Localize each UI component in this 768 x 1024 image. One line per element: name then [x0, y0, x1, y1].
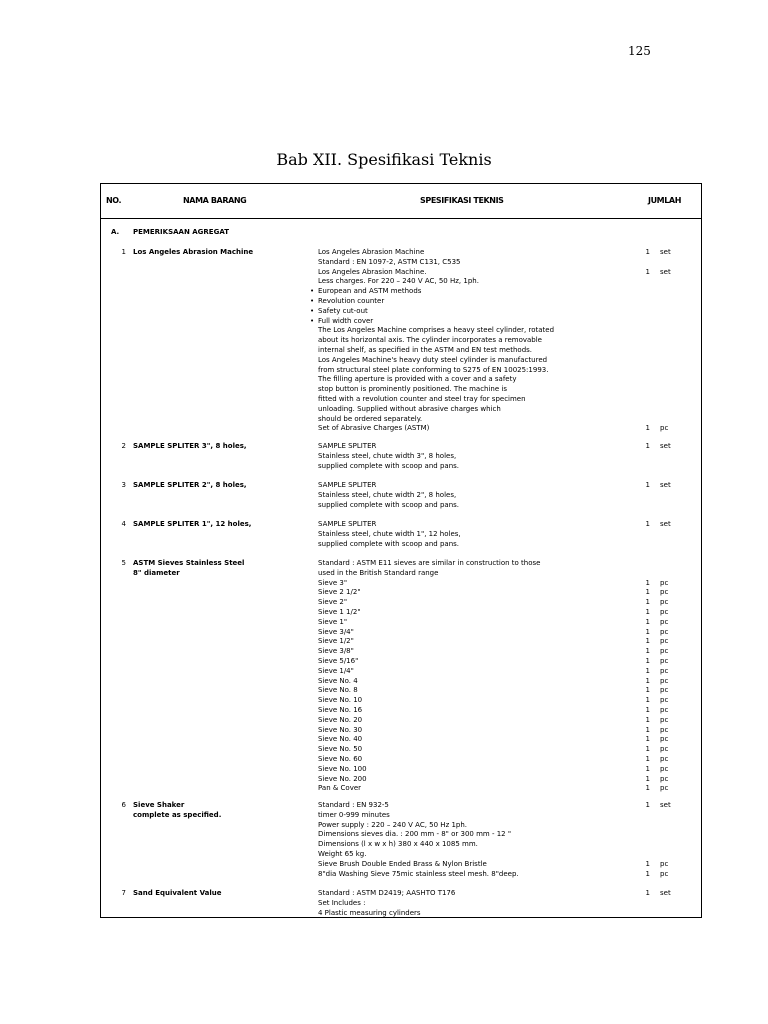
spec-text: Standard : ASTM E11 sieves are similar in construction to those: [318, 559, 541, 567]
spec-text: Sieve Brush Double Ended Brass & Nylon Bristle: [318, 859, 487, 868]
spec-text: Sieve No. 4: [318, 676, 358, 685]
spec-text: should be ordered separately.: [318, 414, 423, 423]
item-number: 5: [121, 559, 126, 567]
spec-line: [318, 442, 568, 452]
spec-line: [318, 647, 568, 657]
item-name: [133, 801, 303, 821]
item-spec: [318, 520, 568, 549]
quantity: 1: [645, 598, 650, 607]
quantity: 1: [645, 725, 650, 734]
spec-text: supplied complete with scoop and pans.: [318, 500, 459, 509]
quantity: 1: [645, 627, 650, 636]
spec-line: [318, 677, 568, 687]
header-divider: [100, 218, 702, 219]
item-spec: [318, 559, 568, 794]
spec-line: [318, 559, 568, 569]
spec-text: Revolution counter: [318, 296, 385, 305]
spec-text: Sieve No. 20: [318, 715, 363, 724]
item-spec: [310, 248, 568, 434]
item-name-line: complete as specified.: [133, 810, 222, 819]
spec-line: [318, 491, 568, 501]
spec-line: [318, 909, 568, 919]
quantity: 1: [645, 248, 650, 256]
spec-line: [318, 870, 568, 880]
spec-text: internal shelf, as specified in the ASTM and EN test methods.: [318, 345, 533, 354]
spec-line: [318, 618, 568, 628]
unit: pc: [660, 755, 669, 763]
spec-line: [318, 268, 568, 278]
spec-text: Sieve 2": [318, 598, 348, 607]
quantity: 1: [645, 267, 650, 276]
spec-text: supplied complete with scoop and pans.: [318, 461, 459, 470]
unit: pc: [660, 578, 669, 587]
spec-line: [318, 830, 568, 840]
bullet-icon: •: [310, 296, 315, 305]
spec-line: [318, 628, 568, 638]
spec-line: [318, 696, 568, 706]
spec-text: The filling aperture is provided with a cover and a safety: [318, 375, 517, 384]
spec-text: Los Angeles Abrasion Machine.: [318, 267, 427, 276]
spec-line: [318, 346, 568, 356]
spec-text: Sieve No. 60: [318, 754, 363, 763]
spec-text: Sieve 3/4": [318, 627, 354, 636]
spec-line: [318, 501, 568, 511]
spec-line: [318, 424, 568, 434]
page-number: 125: [628, 44, 651, 58]
spec-text: Less charges. For 220 – 240 V AC, 50 Hz, 1ph.: [318, 277, 479, 286]
quantity: 1: [645, 686, 650, 695]
unit: set: [660, 889, 671, 897]
spec-line: [318, 608, 568, 618]
spec-line: [310, 316, 568, 327]
unit: set: [660, 442, 671, 450]
spec-line: [318, 667, 568, 677]
spec-text: unloading. Supplied without abrasive charges which: [318, 404, 501, 413]
spec-text: Sieve No. 16: [318, 705, 363, 714]
spec-line: [318, 579, 568, 589]
spec-line: [318, 775, 568, 785]
spec-line: [310, 296, 568, 307]
spec-text: Sieve 1": [318, 617, 348, 626]
spec-line: [318, 540, 568, 550]
spec-text: Sieve 1/2": [318, 637, 354, 646]
spec-text: Sieve No. 8: [318, 686, 358, 695]
quantity: 1: [645, 520, 650, 528]
spec-text: Sieve No. 50: [318, 745, 363, 754]
section-letter: A.: [111, 228, 120, 236]
quantity: 1: [645, 657, 650, 665]
item-name-line: ASTM Sieves Stainless Steel: [133, 559, 245, 567]
spec-text: Power supply : 220 – 240 V AC, 50 Hz 1ph.: [318, 820, 468, 829]
spec-text: 4 Plastic measuring cylinders: [318, 908, 421, 917]
bullet-icon: •: [310, 287, 315, 296]
item-name: [133, 559, 303, 579]
spec-line: [318, 336, 568, 346]
header-no: NO.: [106, 196, 122, 205]
item-number: 7: [121, 889, 126, 897]
quantity: 1: [645, 424, 650, 433]
bullet-icon: •: [310, 316, 315, 325]
spec-text: Los Angeles Machine's heavy duty steel cylinder is manufactured: [318, 355, 548, 364]
spec-line: [318, 375, 568, 385]
spec-line: [318, 405, 568, 415]
spec-text: from structural steel plate conforming to S275 of EN 10025:1993.: [318, 365, 549, 374]
spec-line: [318, 801, 568, 811]
spec-line: [318, 258, 568, 268]
item-number: 4: [121, 520, 126, 528]
bullet-icon: •: [310, 306, 315, 315]
spec-text: Stainless steel, chute width 1", 12 holes,: [318, 529, 461, 538]
item-name: [133, 481, 303, 491]
spec-text: Sieve 5/16": [318, 656, 359, 665]
spec-text: Standard : ASTM D2419; AASHTO T176: [318, 889, 456, 897]
unit: set: [660, 248, 671, 256]
spec-text: Los Angeles Abrasion Machine: [318, 248, 425, 256]
item-spec: [318, 481, 568, 510]
quantity: 1: [645, 647, 650, 656]
quantity: 1: [645, 715, 650, 724]
spec-line: [318, 899, 568, 909]
item-number: 3: [121, 481, 126, 489]
unit: pc: [660, 784, 669, 793]
spec-text: Sieve 1 1/2": [318, 607, 361, 616]
header-spesifikasi: SPESIFIKASI TEKNIS: [420, 196, 504, 205]
spec-text: European and ASTM methods: [318, 287, 422, 296]
unit: pc: [660, 608, 669, 616]
spec-text: Set Includes :: [318, 898, 366, 907]
unit: pc: [660, 676, 669, 685]
quantity: 1: [645, 755, 650, 763]
spec-line: [318, 784, 568, 794]
spec-text: SAMPLE SPLITER: [318, 520, 377, 528]
spec-line: [318, 395, 568, 405]
quantity: 1: [645, 637, 650, 646]
quantity: 1: [645, 889, 650, 897]
item-spec: [318, 442, 568, 471]
section-title: PEMERIKSAAN AGREGAT: [133, 228, 229, 236]
spec-line: [318, 821, 568, 831]
unit: pc: [660, 627, 669, 636]
unit: pc: [660, 696, 669, 705]
spec-text: Sieve No. 10: [318, 696, 363, 705]
unit: set: [660, 520, 671, 528]
quantity: 1: [645, 578, 650, 587]
item-name-line: SAMPLE SPLITER 1", 12 holes,: [133, 520, 252, 528]
quantity: 1: [645, 735, 650, 744]
item-number: 1: [121, 248, 126, 256]
quantity: 1: [645, 745, 650, 754]
spec-line: [318, 326, 568, 336]
unit: pc: [660, 588, 669, 597]
item-name: [133, 442, 303, 452]
spec-line: [318, 520, 568, 530]
spec-line: [318, 481, 568, 491]
spec-text: timer 0-999 minutes: [318, 810, 390, 819]
spec-line: [318, 356, 568, 366]
unit: pc: [660, 859, 669, 868]
spec-line: [318, 840, 568, 850]
quantity: 1: [645, 764, 650, 773]
unit: pc: [660, 706, 669, 714]
unit: pc: [660, 598, 669, 607]
spec-line: [318, 686, 568, 696]
unit: pc: [660, 745, 669, 754]
unit: pc: [660, 637, 669, 646]
spec-text: Stainless steel, chute width 3", 8 holes,: [318, 451, 457, 460]
item-name-line: SAMPLE SPLITER 2", 8 holes,: [133, 481, 247, 489]
quantity: 1: [645, 801, 650, 809]
item-name: [133, 889, 303, 899]
spec-line: [318, 415, 568, 425]
quantity: 1: [645, 588, 650, 597]
unit: pc: [660, 869, 669, 878]
spec-text: Dimensions (l x w x h) 380 x 440 x 1085 mm.: [318, 840, 478, 849]
spec-text: Set of Abrasive Charges (ASTM): [318, 424, 430, 433]
spec-text: Sieve 3/8": [318, 647, 354, 656]
spec-text: Sieve No. 200: [318, 774, 367, 783]
quantity: 1: [645, 617, 650, 626]
quantity: 1: [645, 442, 650, 450]
spec-line: [310, 306, 568, 317]
spec-text: SAMPLE SPLITER: [318, 442, 377, 450]
spec-line: [318, 462, 568, 472]
spec-text: Pan & Cover: [318, 784, 362, 793]
spec-text: Safety cut-out: [318, 306, 368, 315]
quantity: 1: [645, 696, 650, 705]
unit: pc: [660, 666, 669, 675]
spec-text: The Los Angeles Machine comprises a heavy steel cylinder, rotated: [318, 326, 555, 335]
spec-line: [318, 569, 568, 579]
quantity: 1: [645, 676, 650, 685]
spec-line: [318, 716, 568, 726]
quantity: 1: [645, 859, 650, 868]
spec-line: [318, 765, 568, 775]
quantity: 1: [645, 869, 650, 878]
spec-line: [318, 657, 568, 667]
spec-line: [318, 588, 568, 598]
spec-text: Sieve 2 1/2": [318, 588, 361, 597]
item-spec: [318, 889, 568, 918]
item-name-line: Sand Equivalent Value: [133, 889, 222, 897]
unit: pc: [660, 764, 669, 773]
unit: pc: [660, 424, 669, 433]
unit: set: [660, 267, 671, 276]
item-number: 6: [121, 801, 126, 809]
unit: pc: [660, 715, 669, 724]
unit: pc: [660, 686, 669, 695]
quantity: 1: [645, 666, 650, 675]
spec-text: stop button is prominently positioned. The machine is: [318, 385, 507, 394]
quantity: 1: [645, 608, 650, 616]
spec-text: supplied complete with scoop and pans.: [318, 539, 459, 548]
spec-text: Sieve 3": [318, 578, 348, 587]
header-jumlah: JUMLAH: [648, 196, 682, 205]
spec-text: Full width cover: [318, 316, 374, 325]
unit: pc: [660, 725, 669, 734]
unit: pc: [660, 774, 669, 783]
spec-line: [318, 726, 568, 736]
page-title: Bab XII. Spesifikasi Teknis: [276, 150, 492, 169]
spec-line: [318, 277, 568, 287]
spec-line: [318, 248, 568, 258]
spec-text: Sieve No. 30: [318, 725, 363, 734]
spec-line: [318, 530, 568, 540]
spec-line: [318, 637, 568, 647]
spec-line: [318, 735, 568, 745]
quantity: 1: [645, 784, 650, 793]
spec-text: used in the British Standard range: [318, 568, 439, 577]
spec-text: Standard : EN 1097-2, ASTM C131, C535: [318, 257, 461, 266]
item-name: [133, 248, 303, 258]
quantity: 1: [645, 481, 650, 489]
item-name-line: Los Angeles Abrasion Machine: [133, 248, 254, 256]
spec-line: [318, 745, 568, 755]
spec-text: Dimensions sieves dia. : 200 mm - 8" or 300 mm - 12 ": [318, 830, 512, 839]
quantity: 1: [645, 774, 650, 783]
spec-text: Standard : EN 932-5: [318, 801, 389, 809]
unit: pc: [660, 657, 669, 665]
spec-line: [318, 366, 568, 376]
spec-text: Sieve 1/4": [318, 666, 354, 675]
spec-text: SAMPLE SPLITER: [318, 481, 377, 489]
item-spec: [318, 801, 568, 879]
spec-line: [318, 850, 568, 860]
spec-text: fitted with a revolution counter and steel tray for specimen: [318, 394, 526, 403]
spec-text: Weight 65 kg.: [318, 849, 367, 858]
spec-line: [318, 860, 568, 870]
unit: set: [660, 801, 671, 809]
item-number: 2: [121, 442, 126, 450]
unit: pc: [660, 617, 669, 626]
spec-text: Stainless steel, chute width 2", 8 holes,: [318, 490, 457, 499]
spec-line: [318, 452, 568, 462]
spec-line: [318, 706, 568, 716]
spec-text: Sieve No. 40: [318, 735, 363, 744]
spec-line: [318, 385, 568, 395]
spec-line: [318, 889, 568, 899]
item-name: [133, 520, 303, 530]
unit: pc: [660, 735, 669, 744]
spec-text: 8"dia Washing Sieve 75mic stainless steel mesh. 8"deep.: [318, 869, 519, 878]
spec-line: [318, 598, 568, 608]
item-name-line: SAMPLE SPLITER 3", 8 holes,: [133, 442, 247, 450]
item-name-line: Sieve Shaker: [133, 801, 185, 809]
spec-text: Sieve No. 100: [318, 764, 367, 773]
spec-line: [310, 287, 568, 297]
spec-text: about its horizontal axis. The cylinder incorporates a removable: [318, 336, 542, 345]
spec-line: [318, 755, 568, 765]
item-name-line: 8" diameter: [133, 568, 180, 577]
unit: set: [660, 481, 671, 489]
unit: pc: [660, 647, 669, 656]
quantity: 1: [645, 706, 650, 714]
header-nama-barang: NAMA BARANG: [183, 196, 247, 205]
spec-line: [318, 811, 568, 821]
